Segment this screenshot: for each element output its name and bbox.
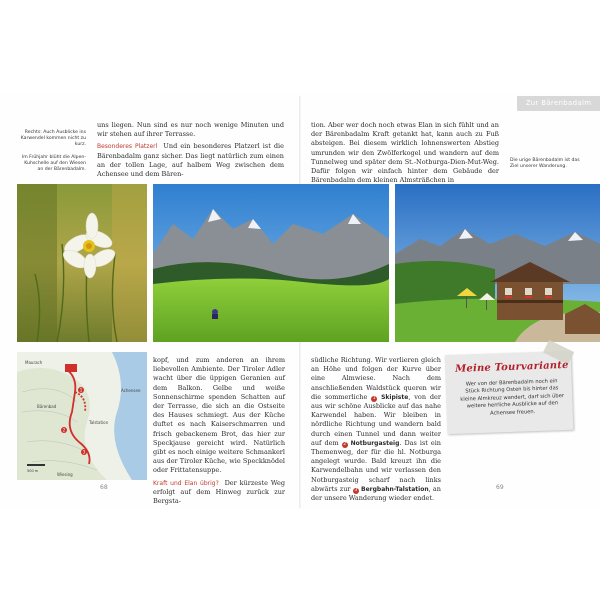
left-para-3: kopf, und zum anderen an ihrem liebevollen Ambiente. Der Tiroler Adler wacht über die üppigen Geranien auf dem Balkon. Gelbe und weiße Sonnenschirme spenden Schatten auf der Terrasse, die sich an die Ostseite des Hauses schmiegt. Aus der Küche duftet es nach Kaiserschmarren und frisch gebackenem Brot, das hier zur Speckjause gereicht wird. Natürlich gibt es noch einige weitere Schmankerl aus der Tiroler Küche, wie Speckknödel oder Frittatensuppe.: [153, 356, 285, 475]
map-marker-1: 1: [79, 387, 83, 393]
right-para-2a: südliche Richtung. Wir verlieren gleich an Höhe und folgen der Kurve über eine Almwiese. Nach dem anschließenden Waldstück queren wir die sommerliche: [311, 356, 441, 401]
running-header: Zur Bärenbadalm: [517, 96, 600, 111]
left-heading-2: Kraft und Elan übrig?: [153, 479, 219, 487]
map-marker-2: 2: [62, 427, 66, 433]
map-label-talstation: Talstation: [89, 420, 109, 425]
left-caption: [18, 130, 86, 173]
left-para-4: Der kürzeste Weg erfolgt auf dem Hinweg zurück zur Bergsta-: [153, 478, 286, 506]
map-scale: 500 m: [27, 469, 39, 473]
left-caption-1: Rechts: Auch Ausblicke ins Karwendel kommen nicht zu kurz.: [20, 130, 86, 148]
route-marker-2: 2: [343, 441, 347, 447]
right-caption: Die urige Bärenbadalm ist das Ziel unserer Wanderung.: [510, 158, 580, 170]
map-label-baerenbad: Bärenbad: [37, 404, 57, 409]
left-para-2: Und ein besonderes Platzerl ist die Bärenbadalm ganz sicher. Das liegt natürlich zum einen an der tollen Lage, auf halbem Weg zwischen dem Achensee und dem Bären-: [97, 142, 284, 179]
map-label-achensee: Achensee: [121, 388, 141, 393]
route-point-skipiste: Skipiste: [381, 393, 409, 401]
tour-variant-title: Meine Tourvariante: [454, 359, 569, 375]
right-para-2b: , von der aus wir schöne Ausblicke auf das nahe Karwendel haben. Wir bleiben in nördliche Richtung und wandern bald durch einen Tunnel und dann weiter auf dem: [311, 392, 441, 447]
left-heading-1: Besonderes Platzerl: [97, 143, 158, 151]
left-para-1: uns liegen. Nun sind es nur noch wenige Minuten und wir stehen auf ihrer Terrasse.: [97, 121, 284, 139]
map-label-maurach: Maurach: [25, 360, 43, 365]
route-point-talstation: Bergbahn-Talstation: [361, 485, 429, 493]
left-page-number: 68: [100, 484, 108, 491]
route-marker-3: 3: [354, 487, 358, 493]
route-point-notburgasteig: Notburgasteig: [350, 439, 400, 447]
tour-variant-box: [445, 351, 574, 434]
right-para-2d: , an der unsere Wanderung wieder endet.: [311, 484, 441, 503]
right-page-number: 69: [496, 484, 504, 491]
right-para-1: tion. Aber wer doch noch etwas Elan in sich fühlt und an der Bärenbadalm Kraft getankt hat, kann auch zu Fuß absteigen. Bei diesem wirklich lohnenswerten Abstieg umrunden wir den Zwölferkogel und wandern auf dem Tunnelweg und später dem St.-Notburga-Dien-Mut-Weg. Dafür folgen wir einfach hinter dem Gebäude der Bärenbadalm dem kleinen Almsträßchen in: [311, 121, 499, 185]
flower-photo: [17, 184, 147, 342]
route-marker-1: 1: [372, 395, 376, 401]
route-map: [17, 352, 147, 480]
left-text-bottom: [153, 356, 285, 506]
tour-variant-text: Wer von der Bärenbadalm noch ein Stück Richtung Osten bis hinter das kleine Almkreuz wandert, darf sich über weitere herrliche Ausblicke auf den Achensee freuen.: [460, 378, 565, 417]
map-label-wiesing: Wiesing: [57, 472, 73, 477]
alm-hut-photo: [395, 184, 600, 342]
mountain-meadow-photo: [153, 184, 389, 342]
left-caption-2: Im Frühjahr blüht die Alpen-Kuhschelle auf den Wiesen an der Bärenbadalm.: [21, 154, 86, 173]
map-marker-3: 3: [82, 449, 86, 455]
right-text-top: [311, 121, 499, 185]
right-para-2c: . Das ist ein Themenweg, der für die hl. Notburga angelegt wurde. Bald kreuzt ihn die Karwendelbahn und wir verlassen den Notburgasteig scharf nach links abwärts zur: [311, 438, 441, 493]
left-text-top: [97, 121, 284, 179]
right-text-bottom: [311, 356, 441, 503]
